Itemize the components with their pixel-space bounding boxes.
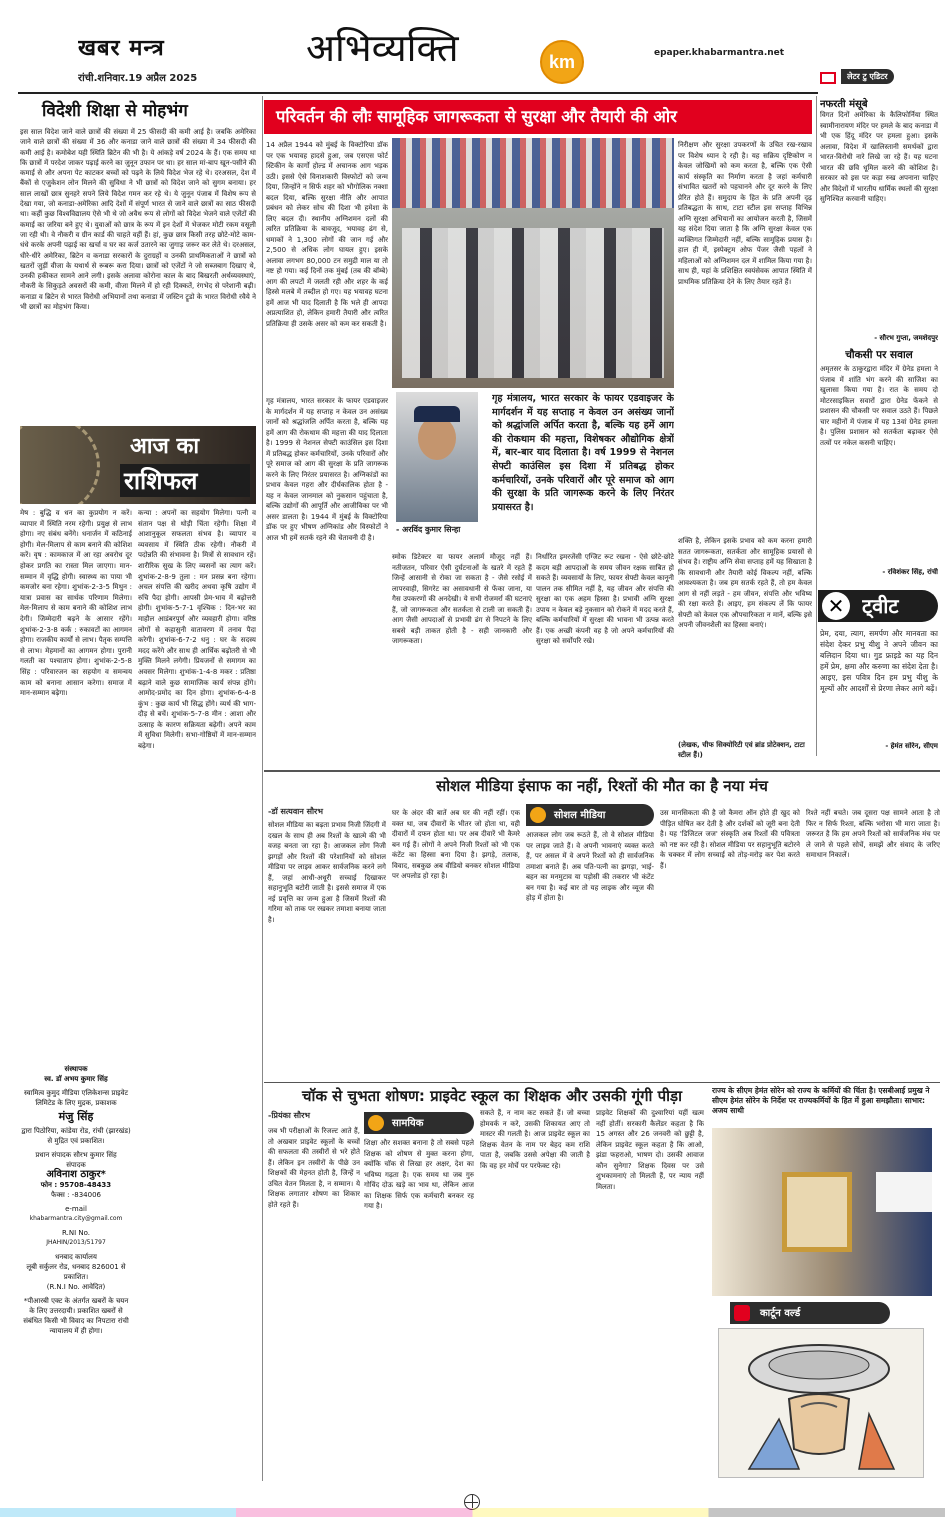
horoscope-banner — [20, 426, 256, 504]
lead-lower-col2: निर्धारित इमरजेंसी एग्जिट रूट रखना - ऐसे छोटे-छोटे कदम बड़ी आपदाओं के समय जीवन रक्षक साबित हो सकते हैं। व्यवसायों के लिए, फायर सेफ्टी केवल कानूनी पालन तक सीमित नहीं है, यह जीवन और संपत्ति की सुरक्षा का एक अहम हिस्सा है। प्रभावी अग्नि सुरक्षा उपाय न केवल बड़े नुकसान को रोकने में मदद करते हैं, बल्कि कर्मचारियों में सुरक्षा की भावना भी उत्पन्न करते हैं। एक अच्छी कंपनी वह है जो अपने कर्मचारियों की सुरक्षा को सर्वोपरि रखे। — [536, 553, 674, 645]
editorial-headline: विदेशी शिक्षा से मोहभंग — [42, 101, 188, 121]
lead-col2: गृह मंत्रालय, भारत सरकार के फायर एडवाइजर के मार्गदर्शन में यह सप्ताह न केवल उन असंख्य जानों को श्रद्धांजलि अर्पित करता है, बल्कि यह हमें आग की रोकथाम की महत्ता की याद दिलाता है। 1999 से नेशनल सेफ्टी काउंसिल इस दिशा में प्रतिबद्ध होकर कर्मचारियों, उनके परिवारों और पूरे समाज को आग की सुरक्षा के प्रति जागरूक करने के लिए निरंतर प्रयासरत है। अग्निकांडों का प्रभाव केवल गहरा और दीर्घकालिक होता है - यह न केवल जानमाल को नुकसान पहुंचाता है, बल्कि उद्योगों की आपूर्ति और आजीविका पर भी असर डालता है। 1944 में मुंबई के विक्टोरिया डॉक पर हुए भीषण अग्निकांड और विस्फोटों ने आज भी हमें सतर्क रहने की चेतावनी दी है। — [266, 397, 388, 542]
letter1-title: नफरती मंसूबे — [820, 99, 868, 110]
school-col4: प्राइवेट शिक्षकों की दुश्वारियां यहीं खत्म नहीं होतीं। सरकारी कैलेंडर कहता है कि 15 अगस्त और 26 जनवरी को छुट्टी है, लेकिन प्राइवेट स्कूल कहता है कि आओ, झंडा फहराओ, भाषण दो। उसकी आवाज कौन सुनेगा? शिक्षक दिवस पर उसे शुभकामनाएं तो मिलती हैं, पर न्याय नहीं मिलता। — [596, 1109, 704, 1191]
social-col5: रिश्ते नहीं बचते। जब दूसरा पक्ष सामने आता है तो फिर न सिर्फ रिश्ता, बल्कि भरोसा भी मारा जाता है। जरूरत है कि हम अपने रिश्तों को सार्वजनिक मंच पर ले जाने से पहले सोचें, समझें और संवाद के जरिए समाधान निकालें। — [806, 809, 940, 859]
address-text: द्वारा पिठोरिया, कांडेया रोड, रांची (झारखंड) से मुद्रित एवं प्रकाशित। — [21, 1127, 131, 1145]
cm-event-photo — [712, 1128, 932, 1296]
flag-stripes — [392, 138, 674, 208]
dhanbad-text: लूबी सर्कुलर रोड, धनबाद 826001 से प्रकाशित। — [26, 1263, 126, 1281]
horoscope-col2: कन्या : अपनों का सहयोग मिलेगा। पत्नी व संतान पक्ष से थोड़ी चिंता रहेगी। शिक्षा में आशानुकूल सफलता संभव है। व्यापार व व्यवसाय में स्थिति ठीक रहेगी। नौकरी में पदोन्नति की संभावना है। मित्रों से सावधान रहें। शारीरिक सुख के लिए व्यसनों का त्याग करें। शुभांक-2-8-9 तुला : मन प्रसन्न बना रहेगा। अचल संपत्ति की खरीद अथवा कृषि उद्योग में रुचि पैदा होगी। आपसी प्रेम-भाव में बढ़ोत्तरी होगी। शुभांक-5-7-1 वृश्चिक : दिन-भर का माहौल आडंबरपूर्ण और व्यवहारी होगा। वरिष्ठ लोगों से कहासुनी वातावरण में तनाव पैदा करेगी। शुभांक-6-7-2 धनु : घर के सदस्य मदद करेंगे और साथ ही आर्थिक बढ़ोतरी से भी मुक्ति मिलने लगेगी। प्रियजनों से समागम का अवसर मिलेगा। शुभांक-1-4-8 मकर : प्रतिष्ठा बढ़ाने वाले कुछ सामाजिक कार्य संपन्न होंगे। आमोद-प्रमोद का दिन होगा। शुभांक-6-4-8 कुंभ : कुछ कार्य भी सिद्ध होंगे। व्यर्थ की भाग-दौड़ से बचें। शुभांक-5-7-8 मीन : आशा और उत्साह के कारण सक्रियता बढ़ेगी। अपने काम में सुविधा मिलेगी। सभा-गोष्ठियों में मान-सम्मान बढ़ेगा। — [138, 509, 256, 751]
horoscope-col1: मेष : बुद्धि व धन का कुप्रयोग न करें। व्यापार में स्थिति नरम रहेगी। प्रयुक्ष से लाभ होगा। नए संबंध बनेंगे। धनार्जन में कठिनाई होगी। मेल-मिलाप से काम बनाने की कोशिश करें। वृष : कामकाज में आ रहा अवरोध दूर होकर प्रगति का रास्ता मिल जाएगा। मान-सम्मान में वृद्धि होगी। स्वास्थ्य का पाया भी कमजोर बना रहेगा। शुभांक-2-3-5 मिथुन : यात्रा प्रवास का सार्थक परिणाम मिलेगा। मेल-मिलाप से काम बनाने की कोशिश लाभ देगी। जिम्मेदारी बढ़ने के आसार रहेंगे। शुभांक-2-3-8 कर्क : रुकावटों का आगमन होगा। राजकीय कार्यों से लाभ। पैतृक सम्पत्ति से लाभ। मेहमानों का आगमन होगा। पुरानी गलती का पश्चाताप होगा। शुभांक-2-5-8 सिंह : परिवारजन का सहयोग व समन्वय काम को बनाना आसान करेगा। समाज में मान-सम्मान बढ़ेगा। — [20, 509, 132, 698]
cartoon-header — [730, 1302, 890, 1324]
tweet-header — [818, 590, 938, 622]
cartoon-drawing — [718, 1328, 924, 1478]
section-title: अभिव्यक्ति — [306, 26, 459, 70]
founder-label: संस्थापक — [64, 1065, 88, 1073]
tag-badge-icon — [530, 807, 546, 823]
cartoon-badge-icon — [734, 1305, 750, 1321]
cartoon-svg — [719, 1329, 924, 1478]
letter2-signature: - रविशंकर सिंह, रांची — [882, 568, 938, 576]
portrait-cap — [414, 406, 460, 422]
letter1-body: विगत दिनों अमेरिका के कैलिफोर्निया स्थित स्वामीनारायण मंदिर पर हमले के बाद कनाडा में भी एक हिंदू मंदिर पर हमला हुआ। इसके अलावा, विदेश में खालिस्तानी समर्थकों द्वारा भारत-विरोधी नारे लिखे जा रहे हैं। यह घटना भारत की छवि धूमिल करने की कोशिश है। सरकार को इस पर कड़ा रुख अपनाना चाहिए और विदेशों में भारतीय धार्मिक स्थलों की सुरक्षा सुनिश्चित करवानी चाहिए। — [820, 111, 938, 203]
lead-headline: परिवर्तन की लौः सामूहिक जागरूकता से सुरक्षा और तैयारी की ओर — [276, 107, 677, 126]
logo-letters: km — [548, 52, 575, 72]
school-col1: जब भी परीक्षाओं के रिजल्ट आते हैं, तो अखबार प्राइवेट स्कूलों के बच्चों की सफलता की तस्वीरों से भरे होते हैं। लेकिन इन तस्वीरों के पीछे उन शिक्षकों की मेहनत होती है, जिन्हें न उचित वेतन मिलता है, न सम्मान। ये शिक्षक लगातार शोषण का शिकार होते रहते हैं। — [268, 1127, 360, 1209]
lead-byline: (लेखक, चीफ सिक्योरिटी एवं ब्रांड प्रोटेक्शन, टाटा स्टील हैं।) — [678, 741, 805, 759]
photo-caption: राज्य के सीएम हेमंत सोरेन को राज्य के कर्मियों की चिंता है। एसबीआई प्रमुख ने सीएम हेमंत सोरेन के निर्देश पर राज्यकर्मियों के हित में हुआ समझौता। साभार: अजय साथी — [712, 1086, 930, 1115]
date-line: रांची.शनिवार.19 अप्रैल 2025 — [78, 73, 198, 84]
col-divider-right — [816, 96, 817, 756]
brand-logo — [540, 40, 584, 84]
phone: फोन : 95708-48433 — [40, 1181, 112, 1189]
letters-header — [820, 66, 938, 84]
lead-pullquote: गृह मंत्रालय, भारत सरकार के फायर एडवाइजर के मार्गदर्शन में यह सप्ताह न केवल उन असंख्य जानों को श्रद्धांजलि अर्पित करता है, बल्कि यह हमें आग की रोकथाम की महत्ता, विशेषकर औद्योगिक क्षेत्रों में, बार-बार याद दिलाता है। वर्ष 1999 से नेशनल सेफ्टी काउंसिल इस दिशा में प्रतिबद्ध होकर कर्मचारियों, उनके परिवारों और पूरे समाज को आग की सुरक्षा के प्रति जागरूक करने के लिए निरंतर प्रयासरत है। — [492, 393, 674, 513]
editor-label: प्रधान संपादक सौरभ कुमार सिंह — [35, 1151, 117, 1159]
epaper-url[interactable]: epaper.khabarmantra.net — [654, 48, 784, 58]
editor2-name: अविनाश ठाकुर* — [46, 1169, 106, 1180]
imprint-box — [20, 1060, 132, 1460]
disclaimer: *पीआरबी एक्ट के अंतर्गत खबरों के चयन के लिए उत्तरदायी। प्रकाशित खबरों से संबंधित किसी भी विवाद का निपटारा रांची न्यायालय में ही होगा। — [23, 1297, 129, 1335]
school-top-rule — [264, 1082, 940, 1083]
rni-number: JHAHIN/2013/51797 — [46, 1239, 106, 1246]
col-divider-left — [262, 96, 263, 1481]
photo-frame-gift — [782, 1172, 852, 1252]
letters-header-label: लेटर टु एडिटर — [841, 69, 893, 84]
social-top-rule — [264, 770, 940, 772]
social-col3: आजकल लोग जब रूठते हैं, तो वे सोशल मीडिया पर लाइव जाते हैं। वे अपनी भावनाएं व्यक्त करते हैं, पर असल में वे अपने रिश्तों को ही सार्वजनिक तमाशा बनाते हैं। अब पति-पत्नी का झगड़ा, भाई-बहन का मनमुटाव या पड़ोसी की तकरार भी कंटेंट बन गया है। कई बार तो यह लाइक और व्यूज की होड़ में होता है। — [526, 831, 654, 902]
school-tag-label: सामयिक — [392, 1118, 424, 1129]
fire-safety-group-photo — [392, 138, 674, 388]
masthead — [0, 0, 945, 92]
mail-icon — [820, 72, 836, 84]
fax: फैक्स : -834006 — [51, 1191, 101, 1199]
rni-label: R.NI No. — [62, 1229, 90, 1237]
rni2: (R.N.I No. आवेदित) — [46, 1283, 106, 1291]
tweet-header-label: ट्वीट — [862, 594, 899, 618]
social-headline: सोशल मीडिया इंसाफ का नहीं, रिश्तों की मौत का है नया मंच — [436, 777, 768, 795]
founder-name: स्व. डॉ अभय कुमार सिंह — [44, 1075, 108, 1083]
tag-badge-icon-school — [368, 1115, 384, 1131]
zodiac-wheel-icon — [20, 426, 100, 504]
banner-state — [876, 1172, 932, 1212]
letter1-signature: - सौरभ गुप्ता, जमशेदपुर — [874, 334, 938, 342]
lead-lower-col3: शक्ति है, लेकिन इसके प्रभाव को कम करना हमारी सतत जागरूकता, सतर्कता और सामूहिक प्रयासों से संभव है। राष्ट्रीय अग्नि सेवा सप्ताह हमें यह सिखाता है कि सावधानी और तैयारी कोई विकल्प नहीं, बल्कि आवश्यकता है। जब हम सतर्क रहते हैं, तो हम केवल आग से नहीं लड़ते - हम जीवन, संपत्ति और भविष्य की रक्षा करते हैं। आइए, हम संकल्प लें कि फायर सेफ्टी को केवल एक औपचारिकता न मानें, बल्कि इसे अपनी जीवनशैली का हिस्सा बनाएं। — [678, 537, 812, 629]
email[interactable]: khabarmantra.city@gmail.com — [29, 1215, 123, 1222]
school-headline: चॉक से चुभता शोषण: प्राइवेट स्कूल का शिक्षक और उसकी गूंगी पीड़ा — [302, 1087, 682, 1105]
letter2-title: चौकसी पर सवाल — [845, 349, 913, 361]
school-author: -प्रियंका सौरभ — [268, 1111, 310, 1120]
people-row — [402, 228, 664, 378]
lead-col1: 14 अप्रैल 1944 को मुंबई के विक्टोरिया डॉक पर एक भयावह हादसे हुआ, जब एसएस फोर्ट स्टिकीन के कार्गो होल्ड में अचानक आग भड़क उठी। इससे ऐसे विनाशकारी विस्फोटों को जन्म दिया, जिन्होंने न सिर्फ शहर को भौगोलिक नक्शा बदल दिया, बल्कि सुरक्षा नीति और आपात प्रबंधन को लेकर सोच की दिशा भी हमेशा के लिए बदल दी। स्थानीय अग्निशमन दलों की त्वरित प्रतिक्रिया के बावजूद, भयावह ढंग से, धमाकों ने 1,300 लोगों की जान गई और 2,500 से अधिक लोग घायल हुए। इसके अलावा लगभग 80,000 टन समुद्री माल या तो नष्ट हो गया। कई दिनों तक मुंबई (तब की बॉम्बे) आग की लपटों में जलती रही और शहर के कई हिस्से मलबे में तब्दील हो गए। यह भयावह घटना हमें आज भी याद दिलाती है कि भले ही आपदा अप्रत्याशित हो, लेकिन हमारी तैयारी और त्वरित प्रतिक्रिया ही उसके असर को कम कर सकती है। — [266, 141, 388, 328]
tweet-body: प्रेम, दया, त्याग, समर्पण और मानवता का संदेश देकर प्रभु यीशु ने अपने जीवन का बलिदान दिया था। गुड फ्राइडे का यह दिन हमें प्रेम, क्षमा और करुणा का संदेश देता है। आइए, इस पवित्र दिन हम प्रभु यीशु के मूल्यों और आदर्शों से प्रेरणा लेकर आगे बढ़ें। — [820, 629, 938, 693]
owner-text: स्वामित्व कुमुद मीडिया एलिकेशन्स प्राइवेट लिमिटेड के लिए मुद्रक, प्रकाशक — [24, 1089, 128, 1107]
author-portrait — [396, 392, 478, 522]
letter2-body: अमृतसर के ठाकुरद्वारा मंदिर में ग्रेनेड हमला ने पंजाब में शांति भंग करने की साजिश का खुलासा किया गया है। रात के समय दो मोटरसाइकिल सवारों द्वारा ग्रेनेड फेंकने से प्रशासन की चौकसी पर सवाल उठते हैं। पिछले चार महीनों में पंजाब में यह 13वां ग्रेनेड हमला है। पुलिस प्रशासन को सतर्कता बढ़ाकर ऐसे तत्वों पर नकेल कसनी चाहिए। — [820, 365, 938, 447]
paper-name: खबर मन्त्र — [78, 36, 165, 61]
publisher-name: मंजु सिंह — [58, 1110, 94, 1123]
lead-lower-col1: स्मोक डिटेक्टर या फायर अलार्म मौजूद नहीं हैं। नतीजतन, परिवार ऐसी दुर्घटनाओं के खतरे में रहते हैं जिन्हें आसानी से रोका जा सकता है - जैसे रसोई में लापरवाही, सिगरेट का असावधानी से फेंका जाना, या गैस उपकरणों की अनदेखी। ये सभी रोजमर्रा की घटनाएं हैं, जो जागरूकता और सतर्कता से टाली जा सकती हैं। आग जैसी आपदाओं से प्रभावी ढंग से निपटने के लिए सबसे बड़ी ताकत होती है - सही जानकारी और जागरूकता। — [392, 553, 532, 645]
social-col1: सोशल मीडिया का बढ़ता प्रभाव निजी जिंदगी में दखल के साथ ही अब रिश्तों के खात्मे की भी वजह बनता जा रहा है। आजकल लोग निजी झगड़ों और रिश्तों की परेशानियों को सोशल मीडिया पर लाइव आकर सार्वजनिक करने लगे हैं, जहां आधी-अधूरी सच्चाई दिखाकर सहानुभूति बटोरी जाती है। इससे समाज में एक नई प्रवृत्ति का जन्म हुआ है जिसमें रिश्तों की गरिमा को ताक पर रखकर तमाशा बनाया जाता है। — [268, 821, 386, 924]
social-col2: घर के अंदर की बातें अब घर की नहीं रहीं। एक वक्त था, जब दीवारों के भीतर जो होता था, वही दीवारों में दफन होता था। पर अब दीवारें भी कैमरे बन गई हैं। लोगों ने अपने निजी रिश्तों को भी एक कंटेंट का हिस्सा बना दिया है। झगड़े, तलाक, विवाद, सबकुछ अब वीडियो बनकर सोशल मीडिया पर अपलोड हो रहा है। — [392, 809, 520, 880]
lead-headline-bar — [264, 100, 812, 134]
portrait-face — [418, 416, 456, 460]
horoscope-title-line2: राशिफल — [120, 464, 250, 497]
social-tag — [526, 804, 654, 826]
x-logo-icon: ✕ — [822, 592, 850, 620]
social-tag-label: सोशल मीडिया — [554, 810, 606, 821]
editorial — [20, 96, 256, 426]
tweet-signature: - हेमंत सोरेन, सीएम — [885, 742, 938, 750]
cartoon-header-label: कार्टून वर्ल्ड — [760, 1308, 801, 1319]
editorial-body: इस साल विदेश जाने वाले छात्रों की संख्या में 25 फीसदी की कमी आई है। जबकि अमेरिका जाने वाले छात्रों की संख्या में 36 और कनाडा जाने वाले छात्रों की संख्या में 34 फीसदी की कमी आई है। कमोबेश यही स्थिति ब्रिटेन की भी है। ये आंकड़े वर्ष 2024 के हैं। एक समय था कि छात्रों में परदेश जाकर पढ़ाई करने का जुनून उफान पर था। हर साल मां-बाप खून-पसीने की कमाई से और अपना पेट काटकर बच्चों को पढ़ने के लिये विदेश भेज रहे थे। दरअसल, देश में बैंकों से एजुकेशन लोन मिलने की सुविधा ने भी छात्रों को विदेश जाने को सुगम बनाया। हर साल लाखों छात्र सुनहरे सपने लिये विदेश गमन कर रहे थे। ये जुनून पंजाब में विशेष रूप से देखा गया, जो कनाडा-अमेरिका आदि देशों में संपूर्ण भारत से जाने वाले छात्रों का साठ फीसदी था। कहीं कुछ विश्वविद्यालय ऐसे भी थे जो अवैध रूप से लोगों को विदेश भेजने वाले एजेंटों की कमाई का जरिया बने हुए थे। युवाओं को छात्र के रूप में इन देशों में भेजकर मोटी रकम वसूली जा रही थी। वे नौकरी व ग्रीन कार्ड की चाहते वहीं हैं। हां, कुछ छात्र किसी तरह छोटे-मोटे काम-धंधे करके अपनी पढ़ाई का खर्चा व घर का कर्ज उतारने का जुगाड़ जरूर कर लेते थे। दरअसल, धीरे-धीरे अमेरिका, ब्रिटेन व कनाडा सरकारों के दुराग्रहों व उनकी प्राथमिकताओं ने छात्रों को खतरों जुड़ीं वीजा के यथार्थ से रूबरू करा दिया। छात्रों को एजेंटों ने जो सब्जबाग दिखाए थे, उनकी हकीकत सामने आने लगी। इसके अलावा कोरोना काल के बाद बिखरती अर्थव्यवस्थाएं, नौकरी के सिकुड़ते अवसरों की कमी, वीजा मिलने में हो रही दिक्कतें, रंगभेद से परेशानी बढ़ी। कनाडा व ब्रिटेन से भारत विरोधी अभियानों तथा कनाडा में जस्टिन ट्रूडो के भारत विरोधी रवैये ने भी छात्रों का मोहभंग किया। — [20, 128, 256, 312]
school-col2: शिक्षा और सशक्त बनाना है तो सबसे पहले शिक्षक को शोषण से मुक्त करना होगा, क्योंकि चॉक से लिखा हर अक्षर, देश का भविष्य गढ़ता है। एक समय था जब गुरु गोविंद दोऊ खड़े का भाव था, लेकिन आज का शिक्षक सिर्फ एक कर्मचारी बनकर रह गया है। — [364, 1139, 474, 1210]
lead-col3: निरीक्षण और सुरक्षा उपकरणों के उचित रख-रखाव पर विशेष ध्यान दे रही है। यह सक्रिय दृष्टिकोण न केवल जोखिमों को कम करता है, बल्कि एक ऐसी कार्य संस्कृति का निर्माण करता है जहां कर्मचारी संभावित खतरों को पहचानने और दूर करने के लिए प्रेरित होते हैं। समुदाय के हित के प्रति अपनी दृढ़ प्रतिबद्धता के साथ, टाटा स्टील इस सप्ताह विभिन्न अग्नि सुरक्षा अभियानों का आयोजन करती है, जिसमें यह संदेश दिया जाता है कि अग्नि सुरक्षा केवल एक व्यक्तिगत जिम्मेदारी नहीं, बल्कि सामूहिक प्रयास है। हाल ही में, इस्पेक्ट्रम ओफ पेंजर जैसी पहलों ने महिलाओं को अग्निशमन दल में शामिल किया गया है। साथ ही, यहां के प्रशिक्षित स्वयंसेवक आपात स्थिति में प्राथमिक प्रतिक्रिया देने के लिए तैयार रहते हैं। — [678, 141, 812, 286]
school-col3: सकते हैं, न नाम कट सकते हैं। जो बच्चा होमवर्क न करे, उसकी शिकायत आए तो मास्टर की गलती है। आज प्राइवेट स्कूल का शिक्षक वेतन के नाम पर बेहद कम राशि पाता है, जबकि उससे अपेक्षा की जाती है कि वह हर मोर्चे पर परफेक्ट रहे। — [480, 1109, 590, 1170]
author-caption: - अरविंद कुमार सिन्हा — [396, 525, 461, 534]
social-col4: उस मानसिकता की है जो कैमरा ऑन होते ही खुद को पीड़ित घोषित कर देती है और दर्शकों को जूरी बना देती है। यह 'डिजिटल जज' संस्कृति अब रिश्तों की पवित्रता को नष्ट कर रही है। सोशल मीडिया पर सहानुभूति बटोरने के चक्कर में लोग सच्चाई को तोड़-मरोड़ कर पेश करते हैं। — [660, 809, 800, 870]
horoscope-title-line1: आज का — [130, 434, 200, 459]
editor2-label: संपादक — [66, 1161, 86, 1169]
color-bar — [0, 1508, 945, 1517]
school-tag — [364, 1112, 474, 1134]
email-label: e-mail — [65, 1205, 87, 1213]
social-author: -डॉ सत्यवान सौरभ — [268, 807, 323, 816]
dhanbad-label: धनबाद कार्यालय — [55, 1253, 97, 1261]
header-rule — [18, 92, 818, 94]
